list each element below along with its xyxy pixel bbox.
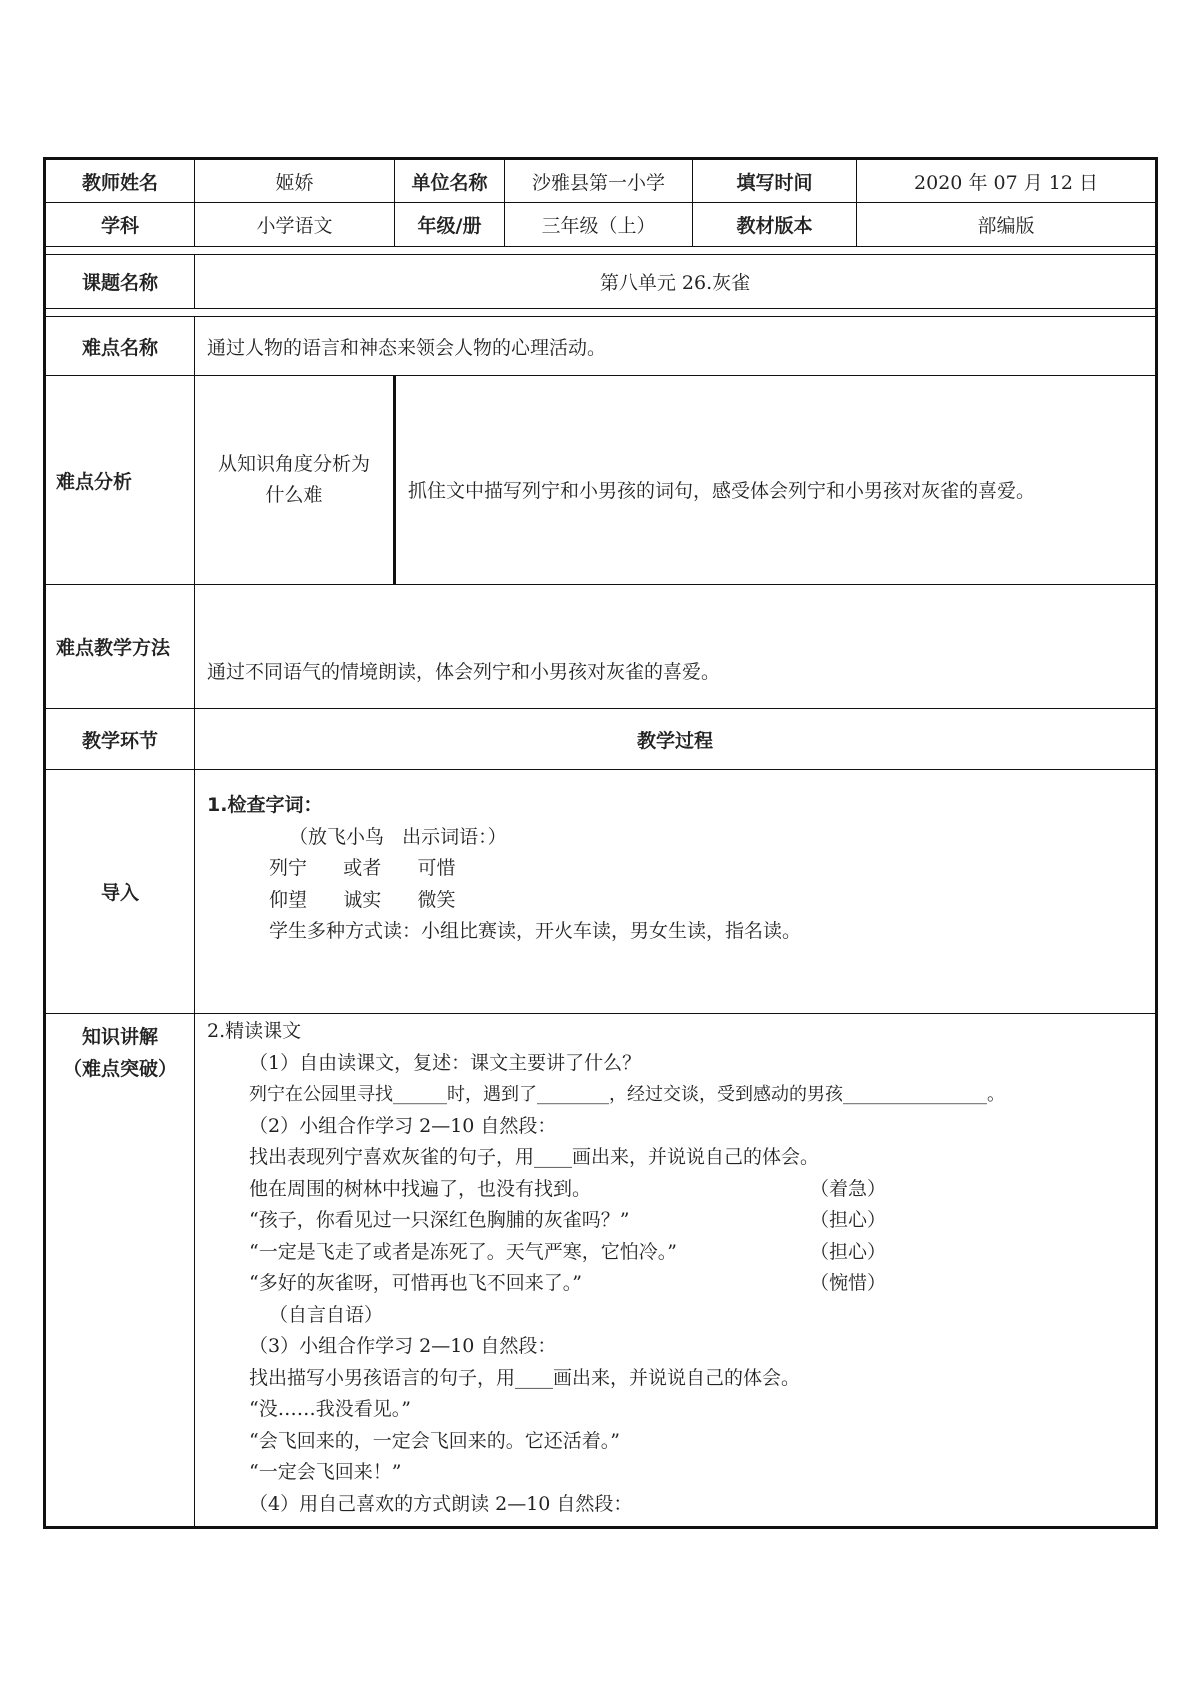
- knowledge-line: （2）小组合作学习 2—10 自然段：: [249, 1114, 557, 1137]
- grade-label: 年级/册: [395, 203, 505, 247]
- analysis-value: 抓住文中描写列宁和小男孩的词句，感受体会列宁和小男孩对灰雀的喜爱。: [395, 376, 1157, 585]
- intro-line: （放飞小鸟 出示词语：）: [289, 825, 507, 848]
- knowledge-line: “会飞回来的，一定会飞回来的。它还活着。”: [249, 1429, 620, 1452]
- knowledge-label-line2: （难点突破）: [62, 1057, 177, 1080]
- analysis-label: 难点分析: [45, 376, 195, 585]
- fill-time-value: 2020 年 07 月 12 日: [857, 159, 1157, 203]
- knowledge-response: （着急）: [810, 1177, 887, 1200]
- teacher-name-value: 姬娇: [195, 159, 395, 203]
- difficulty-value: 通过人物的语言和神态来领会人物的心理活动。: [195, 317, 1157, 376]
- intro-line: 学生多种方式读：小组比赛读，开火车读，男女生读，指名读。: [269, 920, 802, 942]
- topic-label: 课题名称: [45, 255, 195, 309]
- knowledge-line: （1）自由读课文，复述：课文主要讲了什么？: [249, 1051, 642, 1074]
- analysis-sub-label: [195, 376, 395, 585]
- teacher-name-label: 教师姓名: [45, 159, 195, 203]
- knowledge-line: 找出描写小男孩语言的句子，用____画出来，并说说自己的体会。: [249, 1366, 801, 1389]
- grade-value: 三年级（上）: [505, 203, 693, 247]
- knowledge-line: （自言自语）: [269, 1303, 384, 1326]
- knowledge-content: [195, 1014, 1157, 1528]
- edition-value: 部编版: [857, 203, 1157, 247]
- knowledge-line: （4）用自己喜欢的方式朗读 2—10 自然段：: [249, 1492, 633, 1515]
- method-label: 难点教学方法: [45, 585, 195, 709]
- knowledge-quote-row: [207, 1174, 1155, 1206]
- intro-line: 仰望 诚实 微笑: [269, 888, 456, 911]
- knowledge-response: （担心）: [810, 1209, 887, 1231]
- process-step-label: 教学环节: [45, 709, 195, 770]
- knowledge-response: （惋惜）: [810, 1272, 887, 1294]
- intro-content: [195, 770, 1157, 1014]
- unit-name-label: 单位名称: [395, 159, 505, 203]
- fill-time-label: 填写时间: [693, 159, 857, 203]
- knowledge-quote-row: [207, 1268, 1155, 1300]
- knowledge-line: “一定会飞回来！”: [249, 1461, 402, 1483]
- knowledge-line: “没……我没看见。”: [249, 1398, 411, 1420]
- unit-name-value: 沙雅县第一小学: [505, 159, 693, 203]
- knowledge-line: “孩子，你看见过一只深红色胸脯的灰雀吗？”: [249, 1209, 630, 1231]
- knowledge-line: 找出表现列宁喜欢灰雀的句子，用____画出来，并说说自己的体会。: [249, 1146, 820, 1168]
- knowledge-line: 他在周围的树林中找遍了，也没有找到。: [249, 1177, 592, 1200]
- knowledge-label-line1: 知识讲解: [81, 1026, 158, 1048]
- method-value: 通过不同语气的情境朗读，体会列宁和小男孩对灰雀的喜爱。: [195, 585, 1157, 709]
- knowledge-response: （担心）: [810, 1240, 887, 1263]
- subject-value: 小学语文: [195, 203, 395, 247]
- knowledge-label: [45, 1014, 195, 1528]
- knowledge-line: “一定是飞走了或者是冻死了。天气严寒，它怕冷。”: [249, 1240, 677, 1263]
- knowledge-line: 2.精读课文: [207, 1020, 302, 1042]
- subject-label: 学科: [45, 203, 195, 247]
- knowledge-quote-row: [207, 1237, 1155, 1269]
- edition-label: 教材版本: [693, 203, 857, 247]
- analysis-sub-label-line1: 从知识角度分析为: [217, 452, 370, 475]
- intro-line: 1.检查字词：: [207, 794, 323, 816]
- topic-value: 第八单元 26.灰雀: [195, 255, 1157, 309]
- knowledge-quote-row: [207, 1205, 1155, 1237]
- intro-line: 列宁 或者 可惜: [269, 857, 456, 879]
- knowledge-line: “多好的灰雀呀，可惜再也飞不回来了。”: [249, 1272, 582, 1294]
- process-header: 教学过程: [195, 709, 1157, 770]
- spacer-row: [45, 247, 1157, 255]
- knowledge-line: 列宁在公园里寻找______时，遇到了________，经过交谈，受到感动的男孩________________。: [249, 1084, 1005, 1105]
- spacer-row: [45, 309, 1157, 317]
- knowledge-line: （3）小组合作学习 2—10 自然段：: [249, 1335, 557, 1357]
- intro-label: 导入: [45, 770, 195, 1014]
- lesson-plan-table: [43, 157, 1158, 1529]
- difficulty-label: 难点名称: [45, 317, 195, 376]
- analysis-sub-label-line2: 什么难: [265, 484, 323, 506]
